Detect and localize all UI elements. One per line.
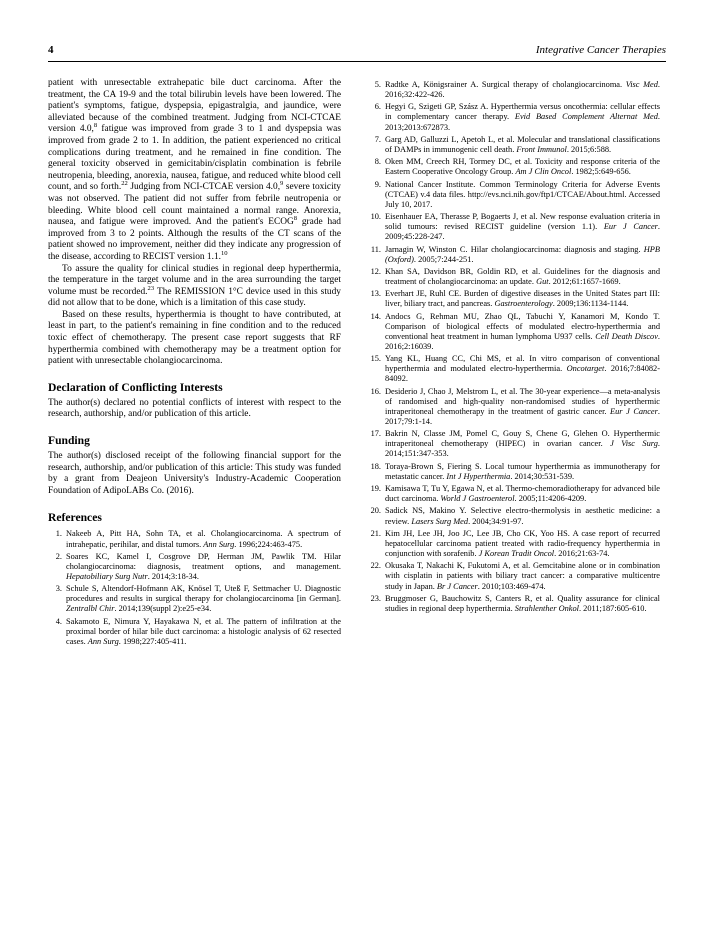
- left-column: [48, 78, 341, 649]
- reference-item: Sadick NS, Makino Y. Selective electro-thermolysis in aesthetic medicine: a review. Lasers Surg Med. 2004;34:91-97.: [385, 506, 660, 526]
- reference-item: Nakeeb A, Pitt HA, Sohn TA, et al. Cholangiocarcinoma. A spectrum of intrahepatic, perihilar, and distal tumors. Ann Surg. 1996;224:463-475.: [66, 529, 341, 549]
- reference-item: Kamisawa T, Tu Y, Egawa N, et al. Thermo-chemoradiotherapy for advanced bile duct carcinoma. World J Gastroenterol. 2005;11:4206-4209.: [385, 484, 660, 504]
- reference-item: Toraya-Brown S, Fiering S. Local tumour hyperthermia as immunotherapy for metastatic cancer. Int J Hyperthermia. 2014;30:531-539.: [385, 461, 660, 481]
- reference-item: Bruggmoser G, Bauchowitz S, Canters R, et al. Quality assurance for clinical studies in regional deep hyperthermia. Strahlenther Onkol. 2011;187:605-610.: [385, 593, 660, 613]
- reference-item: Jarnagin W, Winston C. Hilar cholangiocarcinoma: diagnosis and staging. HPB (Oxford). 2005;7:244-251.: [385, 244, 660, 264]
- reference-item: Okusaka T, Nakachi K, Fukutomi A, et al. Gemcitabine alone or in combination with cisplatin in patients with biliary tract cancer: a comparative multicentre study in Japan. Br J Cancer. 2010;103:469-474.: [385, 561, 660, 591]
- reference-item: National Cancer Institute. Common Terminology Criteria for Adverse Events (CTCAE) v.4 data files. http://evs.nci.nih.gov/ftp1/CTCAE/About.html. Accessed July 10, 2017.: [385, 179, 660, 209]
- reference-item: Andocs G, Rehman MU, Zhao QL, Tabuchi Y, Kanamori M, Kondo T. Comparison of biological effects of modulated electro-hyperthermia and conventional heat treatment in human lymphoma U937 cells. Cell Death Discov. 2016;2:16039.: [385, 311, 660, 351]
- reference-item: Khan SA, Davidson BR, Goldin RD, et al. Guidelines for the diagnosis and treatment of cholangiocarcinoma: an update. Gut. 2012;61:1657-1669.: [385, 266, 660, 286]
- reference-item: Garg AD, Galluzzi L, Apetoh L, et al. Molecular and translational classifications of DAMPs in immunogenic cell death. Front Immunol. 2015;6:588.: [385, 134, 660, 154]
- reference-item: Sakamoto E, Nimura Y, Hayakawa N, et al. The pattern of infiltration at the proximal border of hilar bile duct carcinoma: a histologic analysis of 62 resected cases. Ann Surg. 1998;227:405-411.: [66, 616, 341, 646]
- conflicting-interests-text: The author(s) declared no potential conflicts of interest with respect to the research, authorship, and/or publication of this article.: [48, 397, 341, 420]
- body-paragraph: patient with unresectable extrahepatic bile duct carcinoma. After the treatment, the CA 19-9 and the total bilirubin levels have been lowered. The patient's symptoms, fatigue, dyspepsia, epigastralgia, and jaundice, were alleviated because of the combined treatment. Judging from NCI-CTCAE version 4.0,$^8$ fatigue was improved from grade 3 to 1 and dyspepsia was improved from grade 2 to 1. In addition, the patient experienced no critical complications during treatment, and he remained in fine condition. The general toxicity observed in gemicitabin/cisplatin combination is febrile neutropenia, bleeding, anorexia, nausea, fatigue, and reduced white blood cell count, and so forth.$^{22}$ Judging from NCI-CTCAE version 4.0,$^9$ severe toxicity was not observed. The patient did not suffer from febrile neutropenia or bleeding. White blood cell count maintained a normal range. Anorexia, nausea, and fatigue were improved. And the patient's ECOG$^8$ grade had improved from 3 to 2 points. Although the results of the CT scans of the patient showed no improvement, neither did they indicate any progression of the disease, according to RECIST version 1.1.10: [48, 78, 341, 262]
- funding-text: The author(s) disclosed receipt of the following financial support for the research, authorship, and/or publication of this article: This study was funded by a grant from Deajeon University's Industry-Academic Cooperation Foundation of AdipoLABs Co. (2016).: [48, 451, 341, 496]
- reference-item: Kim JH, Lee JH, Joo JC, Lee JB, Cho CK, Yoo HS. A case report of recurred hepatocellular carcinoma patient treated with radio-frequency hyperthermia in conjunction with sorafenib. J Korean Tradit Oncol. 2016;21:63-74.: [385, 528, 660, 559]
- reference-item: Everhart JE, Ruhl CE. Burden of digestive diseases in the United States part III: liver, biliary tract, and pancreas. Gastroenterology. 2009;136:1134-1144.: [385, 289, 660, 309]
- reference-item: Yang KL, Huang CC, Chi MS, et al. In vitro comparison of conventional hyperthermia and modulated electro-hyperthermia. Oncotarget. 2016;7:84082-84092.: [385, 354, 661, 384]
- reference-item: Radtke A, Königsrainer A. Surgical therapy of cholangiocarcinoma. Visc Med. 2016;32:422-426.: [385, 80, 660, 100]
- reference-list-left: [48, 529, 341, 647]
- page-number: 4: [48, 44, 54, 56]
- reference-item: Eisenhauer EA, Therasse P, Bogaerts J, et al. New response evaluation criteria in solid tumours: revised RECIST guideline (version 1.1). Eur J Cancer. 2009;45:228-247.: [385, 212, 660, 242]
- page-header: [48, 44, 666, 62]
- reference-list-right: [367, 80, 660, 614]
- body-paragraph: Based on these results, hyperthermia is thought to have contributed, at least in part, to the patient's remaining in fine condition and to the reduced toxic effect of chemotherapy. The present case report suggests that RF hyperthermia combined with chemotherapy may be a treatment option for patient with unresectable cholangiocarcinoma.: [48, 309, 341, 367]
- funding-heading: Funding: [48, 434, 90, 448]
- reference-item: Bakrin N, Classe JM, Pomel C, Gouy S, Chene G, Glehen O. Hyperthermic intraperitoneal chemotherapy (HIPEC) in ovarian cancer. J Visc Surg. 2014;151:347-353.: [385, 429, 660, 459]
- references-heading: References: [48, 511, 102, 525]
- reference-item: Desiderio J, Chao J, Melstrom L, et al. The 30-year experience—a meta-analysis of randomised and high-quality non-randomised studies of hyperthermic intraperitoneal chemotherapy in the treatment of gastric cancer. Eur J Cancer. 2017;79:1-14.: [385, 386, 660, 426]
- journal-title: Integrative Cancer Therapies: [535, 44, 666, 56]
- reference-item: Hegyi G, Szigeti GP, Szász A. Hyperthermia versus oncothermia: cellular effects in complementary cancer therapy. Evid Based Complement Alternat Med. 2013;2013:672873.: [385, 102, 660, 132]
- reference-item: Soares KC, Kamel I, Cosgrove DP, Herman JM, Pawlik TM. Hilar cholangiocarcinoma: diagnosis, treatment options, and management. Hepatobiliary Surg Nutr. 2014;3:18-34.: [66, 551, 341, 581]
- body-paragraph: To assure the quality for clinical studies in regional deep hyperthermia, the temperature in the target volume and in the area surrounding the target volume must be recorded.$^{23}$ The REMISSION 1°C device used in this study did not allow that to be done, which is a limitation of this case study.: [48, 263, 341, 309]
- reference-item: Oken MM, Creech RH, Tormey DC, et al. Toxicity and response criteria of the Eastern Cooperative Oncology Group. Am J Clin Oncol. 1982;5:649-656.: [385, 157, 660, 177]
- conflicting-interests-heading: Declaration of Conflicting Interests: [48, 380, 223, 394]
- two-column-layout: [48, 78, 666, 649]
- reference-item: Schule S, Altendorf-Hofmann AK, Knösel T, Uteß F, Settmacher U. Diagnostic procedures and results in surgical therapy for cholangiocarcinoma [in German]. Zentralbl Chir. 2014;139(suppl 2):e25-e34.: [66, 584, 341, 614]
- right-column: [367, 78, 660, 649]
